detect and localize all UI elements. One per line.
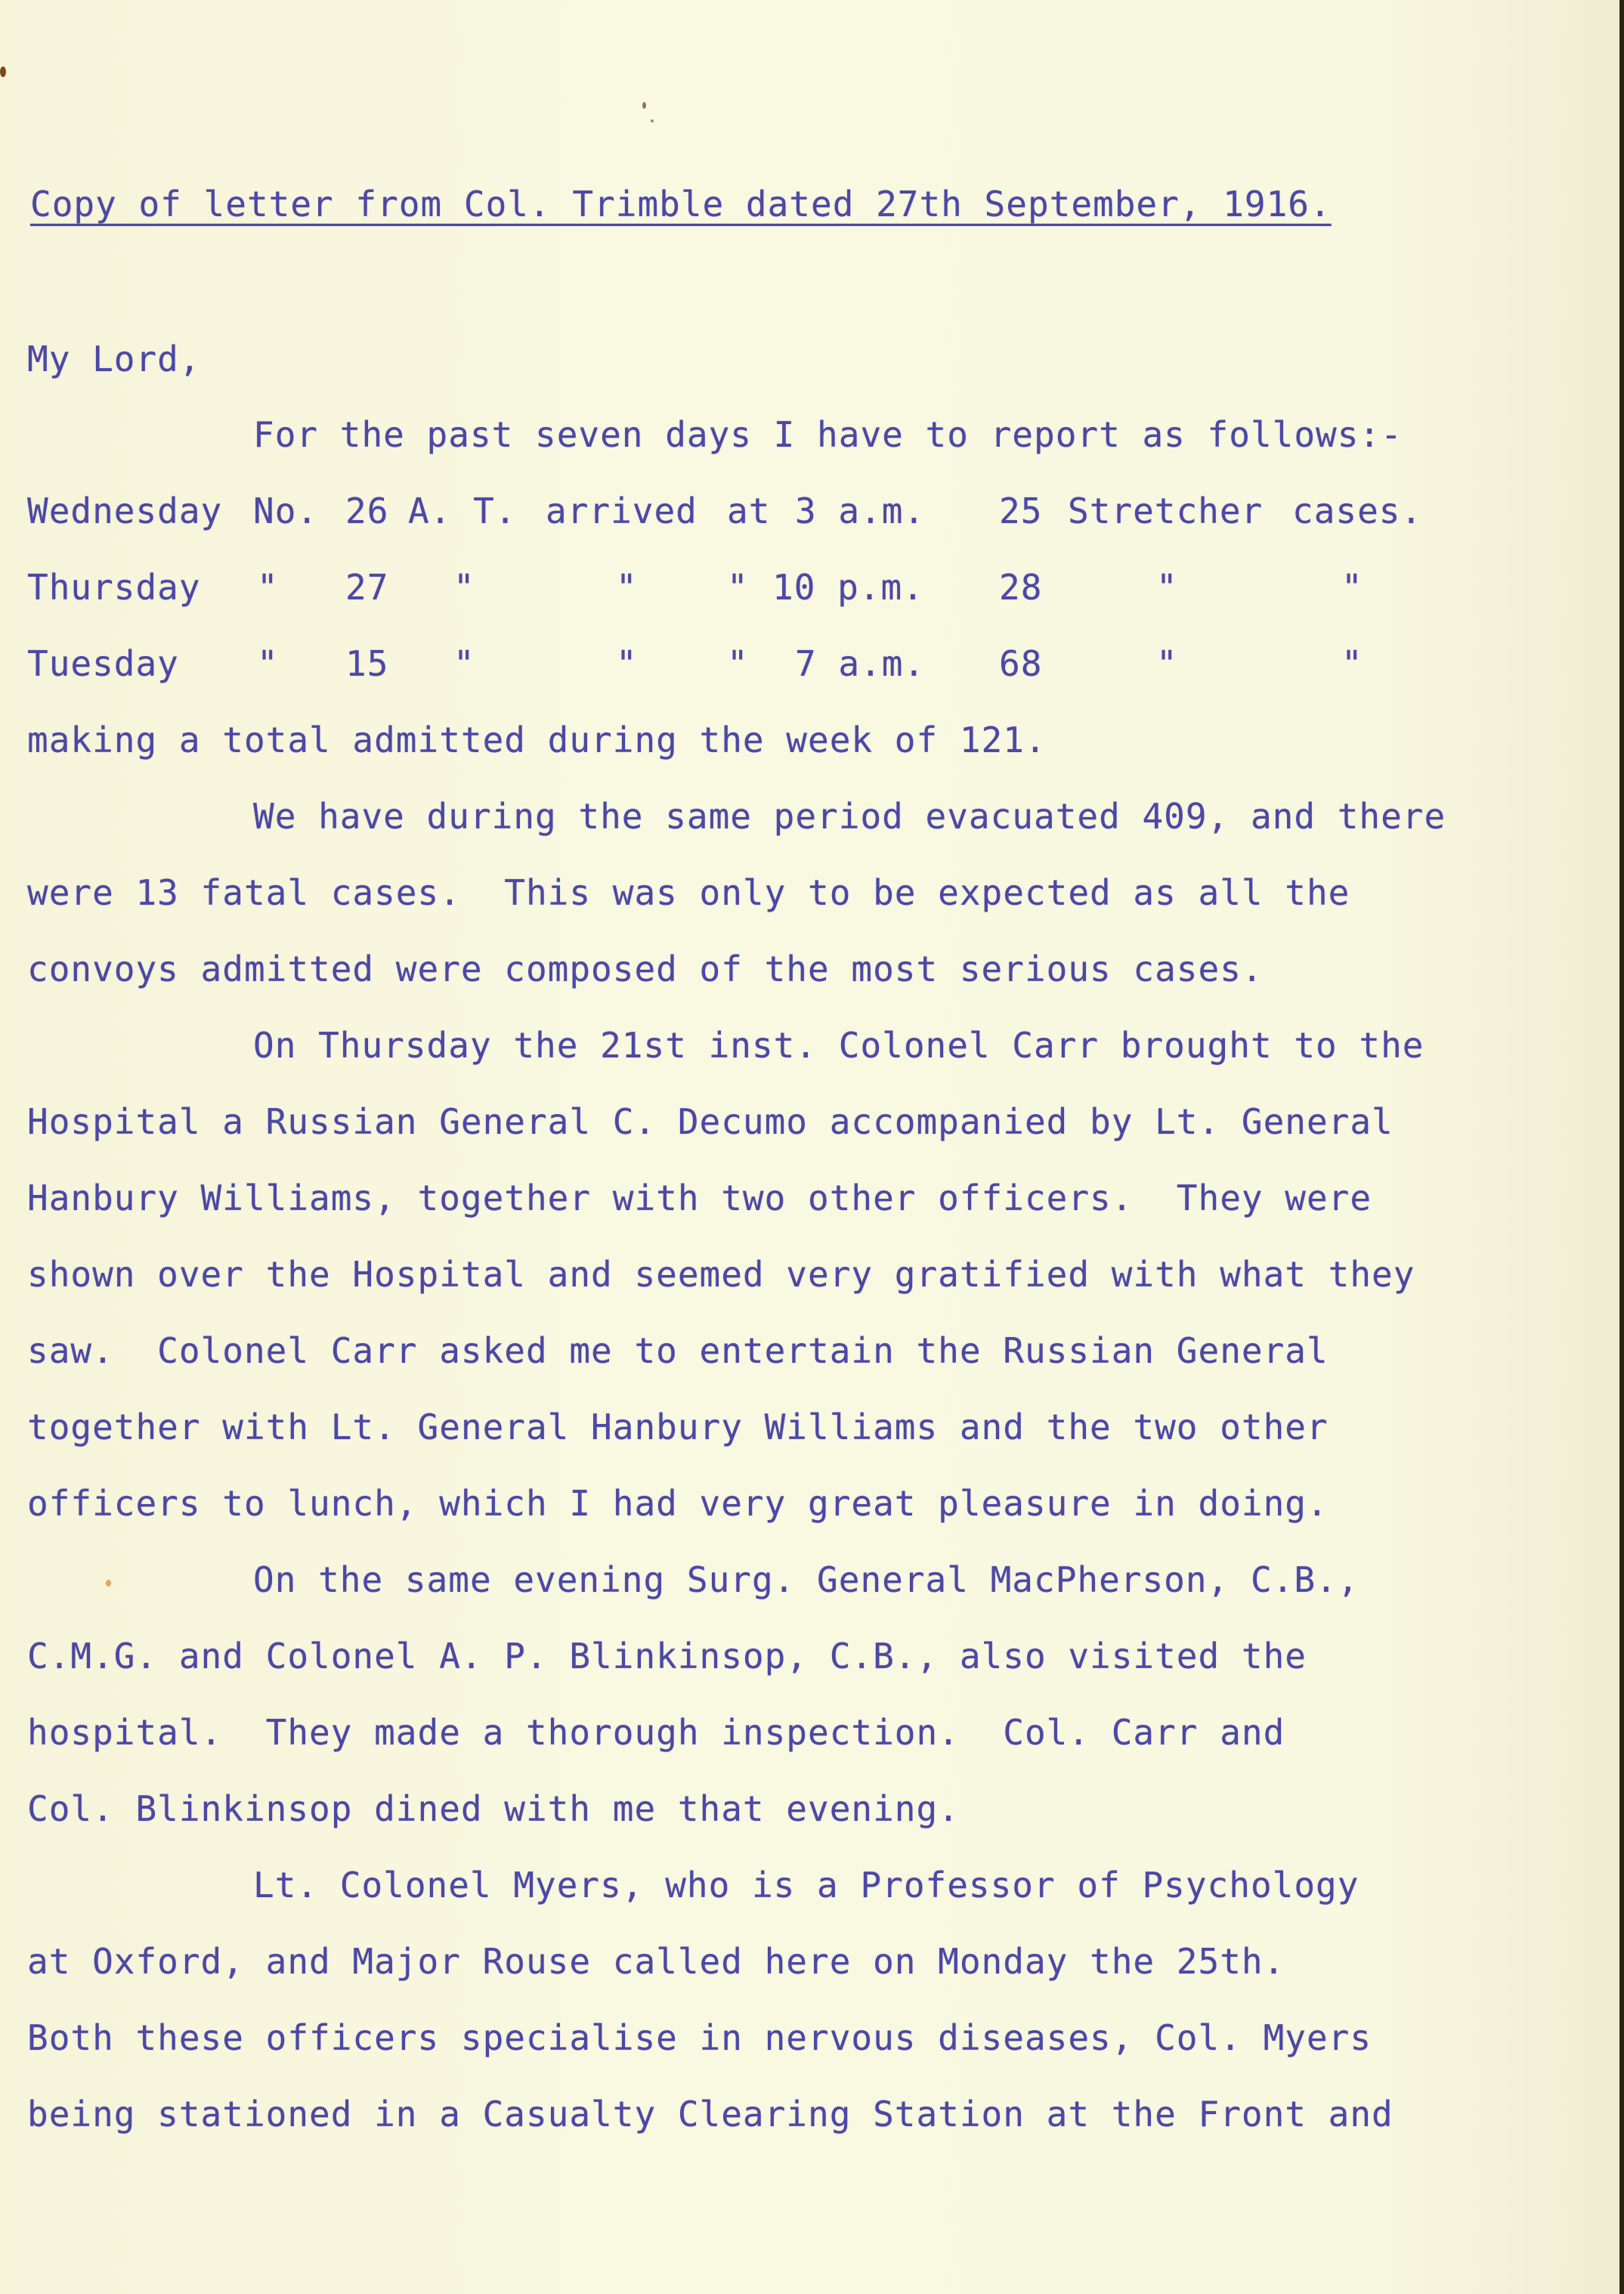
paragraph-line: Col. Blinkinsop dined with me that evening. bbox=[27, 1788, 960, 1829]
salutation: My Lord, bbox=[27, 339, 201, 379]
convoy-type: " bbox=[1341, 643, 1363, 684]
ink-speck bbox=[106, 1580, 111, 1587]
total-line: making a total admitted during the week of 121. bbox=[27, 720, 1047, 760]
convoy-time: 3 a.m. bbox=[795, 491, 926, 531]
paragraph-line: On the same evening Surg. General MacPherson, C.B., bbox=[253, 1559, 1360, 1600]
convoy-no: No. bbox=[253, 491, 319, 531]
convoy-unit: A. T. bbox=[408, 491, 517, 531]
paragraph-line: Hanbury Williams, together with two other officers. They were bbox=[27, 1178, 1372, 1218]
paragraph-line: Lt. Colonel Myers, who is a Professor of Psychology bbox=[253, 1865, 1360, 1905]
paragraph-line: being stationed in a Casualty Clearing Station at the Front and bbox=[27, 2094, 1394, 2135]
convoy-no: " bbox=[257, 567, 279, 608]
convoy-day: Wednesday bbox=[27, 491, 223, 531]
paragraph-line: Both these officers specialise in nervous diseases, Col. Myers bbox=[27, 2017, 1372, 2058]
convoy-at: " bbox=[727, 643, 749, 684]
paragraph-line: at Oxford, and Major Rouse called here on Monday the 25th. bbox=[27, 1941, 1285, 1982]
convoy-number: 15 bbox=[345, 643, 389, 684]
paragraph-line: together with Lt. General Hanbury Williams and the two other bbox=[27, 1407, 1329, 1447]
convoy-count: 28 bbox=[999, 567, 1043, 608]
ink-speck bbox=[642, 102, 646, 109]
ink-speck bbox=[0, 67, 6, 77]
paragraph-line: We have during the same period evacuated 409, and there bbox=[253, 796, 1446, 837]
convoy-time: 10 p.m. bbox=[772, 567, 924, 608]
paragraph-line: On Thursday the 21st inst. Colonel Carr brought to the bbox=[253, 1025, 1424, 1066]
paragraph-line: Hospital a Russian General C. Decumo accompanied by Lt. General bbox=[27, 1101, 1394, 1142]
paragraph-line: hospital. They made a thorough inspection. Col. Carr and bbox=[27, 1712, 1285, 1753]
paragraph-line: were 13 fatal cases. This was only to be expected as all the bbox=[27, 872, 1350, 913]
paragraph-line: convoys admitted were composed of the most serious cases. bbox=[27, 949, 1264, 989]
convoy-count: 68 bbox=[999, 643, 1043, 684]
paragraph-line: C.M.G. and Colonel A. P. Blinkinsop, C.B., also visited the bbox=[27, 1636, 1307, 1676]
convoy-at: " bbox=[727, 567, 749, 608]
convoy-time: 7 a.m. bbox=[795, 643, 926, 684]
convoy-category: " bbox=[1156, 643, 1178, 684]
convoy-number: 27 bbox=[345, 567, 389, 608]
convoy-unit: " bbox=[453, 643, 475, 684]
convoy-at: at bbox=[727, 491, 771, 531]
convoy-day: Tuesday bbox=[27, 643, 179, 684]
convoy-number: 26 bbox=[345, 491, 389, 531]
convoy-arrived: arrived bbox=[546, 491, 698, 531]
convoy-day: Thursday bbox=[27, 567, 201, 608]
convoy-category: Stretcher bbox=[1068, 491, 1264, 531]
convoy-category: " bbox=[1156, 567, 1178, 608]
paragraph-line: saw. Colonel Carr asked me to entertain the Russian General bbox=[27, 1330, 1329, 1371]
convoy-type: cases. bbox=[1292, 491, 1423, 531]
ink-speck bbox=[651, 119, 654, 122]
page-edge bbox=[1619, 0, 1624, 2294]
convoy-type: " bbox=[1341, 567, 1363, 608]
paragraph-line: officers to lunch, which I had very great pleasure in doing. bbox=[27, 1483, 1329, 1524]
convoy-count: 25 bbox=[999, 491, 1043, 531]
convoy-unit: " bbox=[453, 567, 475, 608]
letter-heading: Copy of letter from Col. Trimble dated 27th September, 1916. bbox=[30, 184, 1332, 224]
convoy-arrived: " bbox=[616, 567, 638, 608]
convoy-arrived: " bbox=[616, 643, 638, 684]
convoy-no: " bbox=[257, 643, 279, 684]
paragraph-line: shown over the Hospital and seemed very gratified with what they bbox=[27, 1254, 1415, 1295]
intro-line: For the past seven days I have to report as follows:- bbox=[253, 414, 1403, 455]
